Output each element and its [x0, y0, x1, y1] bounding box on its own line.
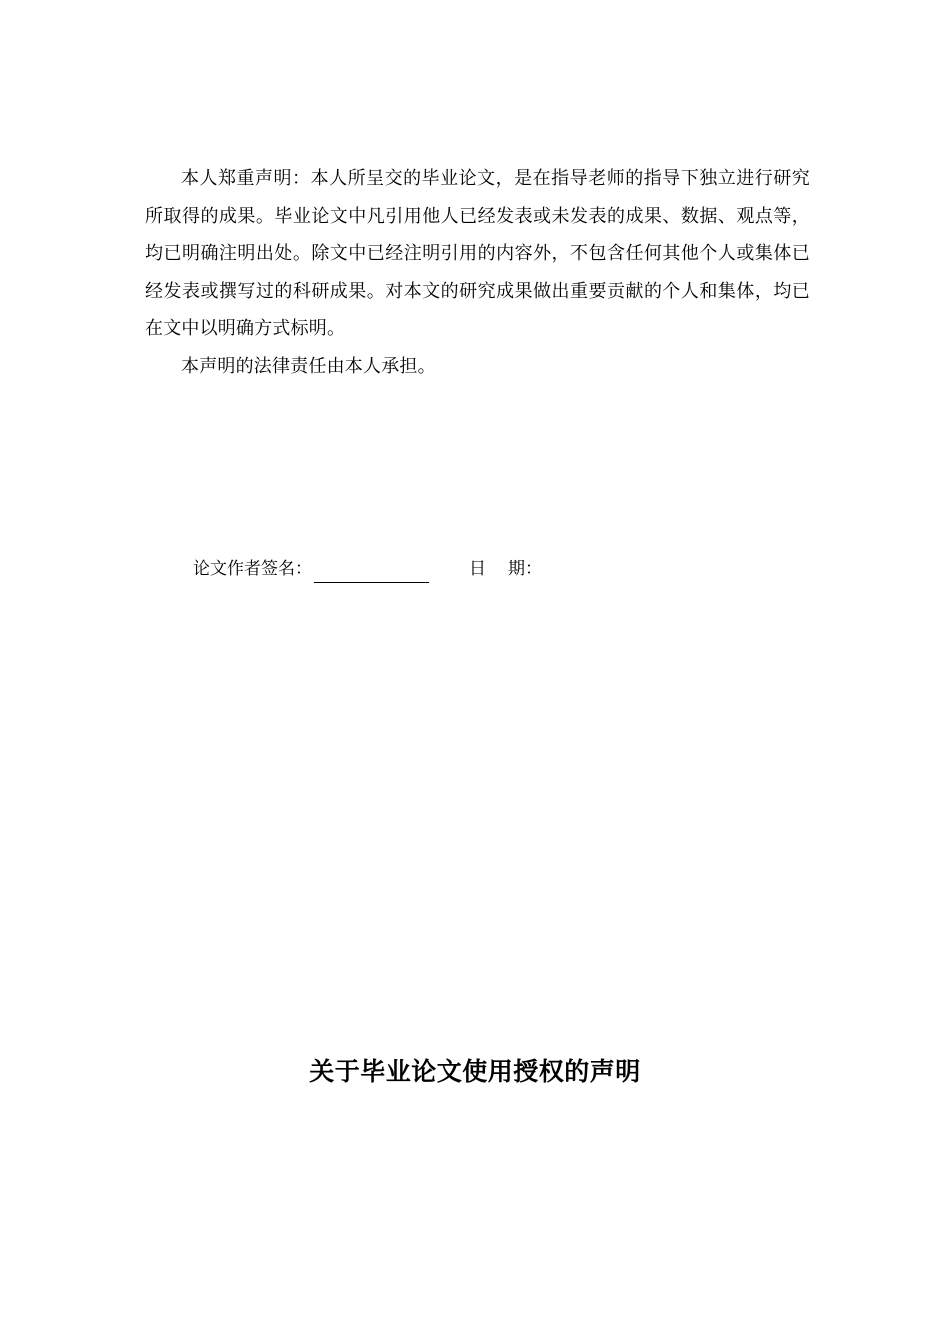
declaration-paragraph-2: 本声明的法律责任由本人承担。 [181, 355, 436, 377]
date-label [469, 555, 542, 583]
signature-row [193, 555, 542, 583]
date-label-part-1: 日 [469, 559, 486, 579]
originality-declaration [145, 160, 810, 385]
declaration-paragraph-1: 本人郑重声明：本人所呈交的毕业论文，是在指导老师的指导下独立进行研究所取得的成果。毕业论文中凡引用他人已经发表或未发表的成果、数据、观点等，均已明确注明出处。除文中已经注明引用的内容外，不包含任何其他个人或集体已经发表或撰写过的科研成果。对本文的研究成果做出重要贡献的个人和集体，均已在文中以明确方式标明。 [145, 168, 810, 339]
author-signature-label: 论文作者签名： [193, 559, 312, 579]
date-label-part-2: 期： [508, 559, 542, 579]
authorization-section-title: 关于毕业论文使用授权的声明 [309, 1057, 641, 1086]
author-signature-line [314, 562, 429, 583]
